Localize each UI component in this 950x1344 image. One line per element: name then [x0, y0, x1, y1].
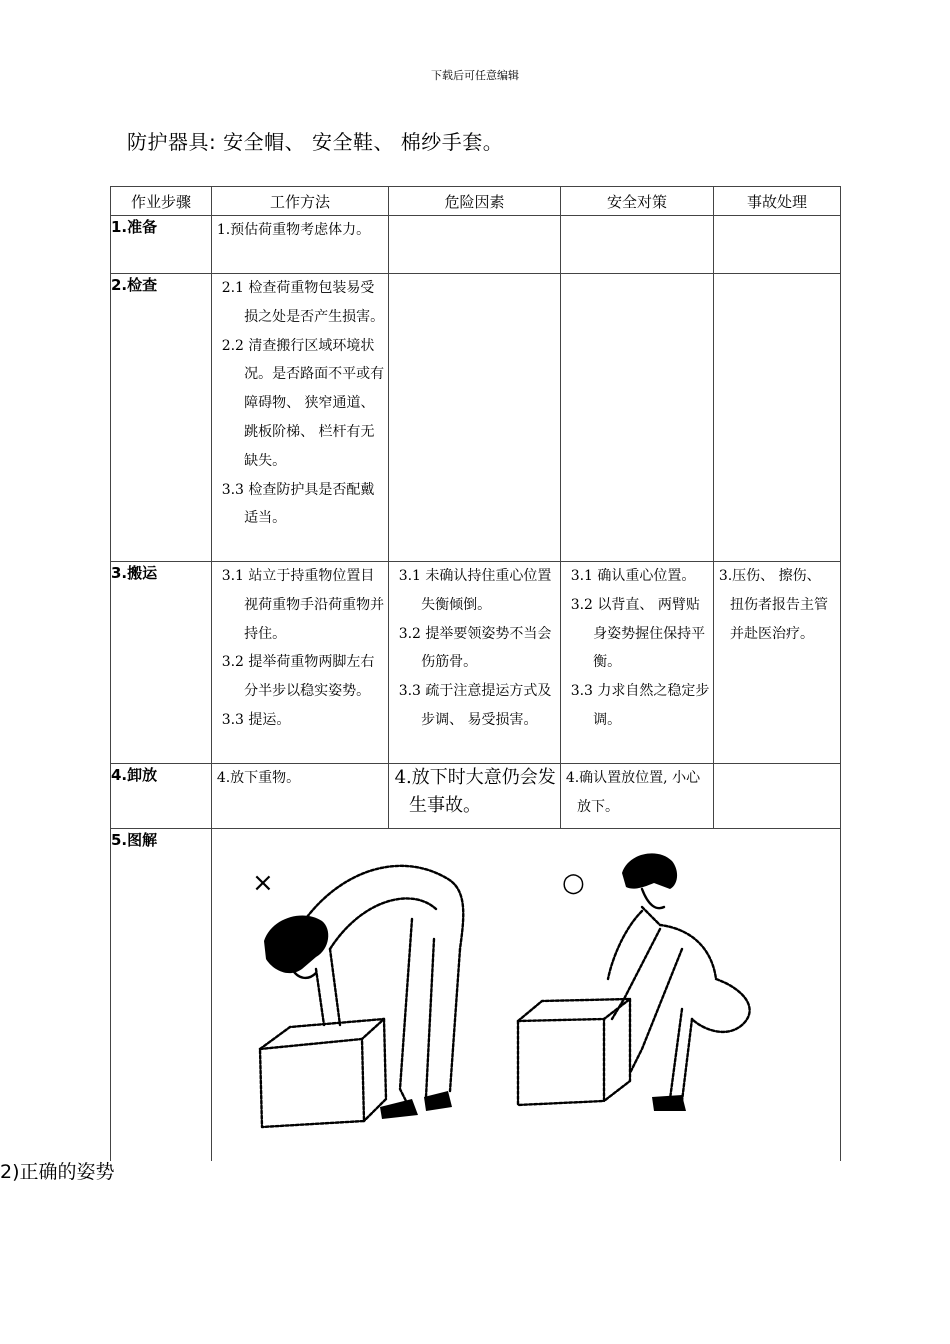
- countermeasure-item: 3.3 力求自然之稳定步调。: [570, 683, 710, 728]
- method-item: 4.放下重物。: [216, 770, 301, 786]
- hazard-cell: [389, 764, 561, 829]
- step-label: 4.卸放: [111, 764, 212, 829]
- handling-cell: [714, 274, 841, 562]
- table-row: [111, 216, 841, 274]
- step-label: 5.图解: [111, 828, 212, 1161]
- method-cell: [212, 274, 389, 562]
- header-note: 下载后可任意编辑: [431, 69, 519, 82]
- countermeasure-item: 4.确认置放位置, 小心放下。: [565, 770, 701, 815]
- handling-cell: [714, 216, 841, 274]
- header-hazard: 危险因素: [389, 187, 561, 216]
- countermeasure-cell: [561, 274, 714, 562]
- ppe-line: 防护器具: 安全帽、 安全鞋、 棉纱手套。: [127, 130, 504, 154]
- method-item: 2.2 清查搬行区域环境状况。是否路面不平或有障碍物、 狭窄通道、 跳板阶梯、 栏杆有无缺失。: [221, 337, 385, 469]
- method-item: 3.3 检查防护具是否配戴适当。: [221, 481, 375, 527]
- method-item: 1.预估荷重物考虑体力。: [216, 222, 371, 238]
- wrong-posture-figure: [260, 865, 463, 1126]
- correct-posture-figure: [518, 853, 750, 1111]
- right-mark: ○: [562, 867, 585, 898]
- table-row: [111, 828, 841, 1161]
- step-label: 3.搬运: [111, 562, 212, 764]
- header-countermeasure: 安全对策: [561, 187, 714, 216]
- hazard-item: 3.2 提举要领姿势不当会伤筋骨。: [398, 625, 552, 671]
- hazard-item: 3.1 未确认持住重心位置失衡倾倒。: [398, 568, 552, 613]
- countermeasure-cell: [561, 764, 714, 829]
- method-cell: [212, 562, 389, 764]
- step-label: 1.准备: [111, 216, 212, 274]
- hazard-item: 3.3 疏于注意提运方式及步调、 易受损害。: [398, 683, 552, 728]
- step-label: 2.检查: [111, 274, 212, 562]
- table-row: [111, 764, 841, 829]
- lifting-illustration: [212, 829, 840, 1157]
- countermeasure-item: 3.1 确认重心位置。: [570, 568, 696, 584]
- header-step: 作业步骤: [111, 187, 212, 216]
- procedure-table: [110, 186, 841, 1161]
- hazard-cell: [389, 216, 561, 274]
- handling-item: 3.压伤、 擦伤、 扭伤者报告主管并赴医治疗。: [718, 568, 828, 642]
- handling-cell: [714, 764, 841, 829]
- table-header-row: [111, 187, 841, 216]
- header-handling: 事故处理: [714, 187, 841, 216]
- header-method: 工作方法: [212, 187, 389, 216]
- method-item: 3.3 提运。: [221, 711, 291, 728]
- table-row: [111, 562, 841, 764]
- illustration-cell: [212, 828, 841, 1161]
- hazard-item: 4.放下时大意仍会发生事故。: [394, 767, 556, 816]
- wrong-mark: ×: [252, 867, 274, 898]
- tail-label: 2)正确的姿势: [0, 1161, 115, 1183]
- table-row: [111, 274, 841, 562]
- method-item: 3.2 提举荷重物两脚左右分半步以稳实姿势。: [221, 654, 375, 700]
- hazard-cell: [389, 274, 561, 562]
- countermeasure-cell: [561, 562, 714, 764]
- hazard-cell: [389, 562, 561, 764]
- method-cell: [212, 216, 389, 274]
- countermeasure-item: 3.2 以背直、 两臂贴身姿势握住保持平衡。: [570, 596, 706, 671]
- handling-cell: [714, 562, 841, 764]
- method-item: 2.1 检查荷重物包装易受损之处是否产生损害。: [221, 280, 385, 325]
- method-cell: [212, 764, 389, 829]
- countermeasure-cell: [561, 216, 714, 274]
- method-item: 3.1 站立于持重物位置目视荷重物手沿荷重物并持住。: [221, 568, 385, 642]
